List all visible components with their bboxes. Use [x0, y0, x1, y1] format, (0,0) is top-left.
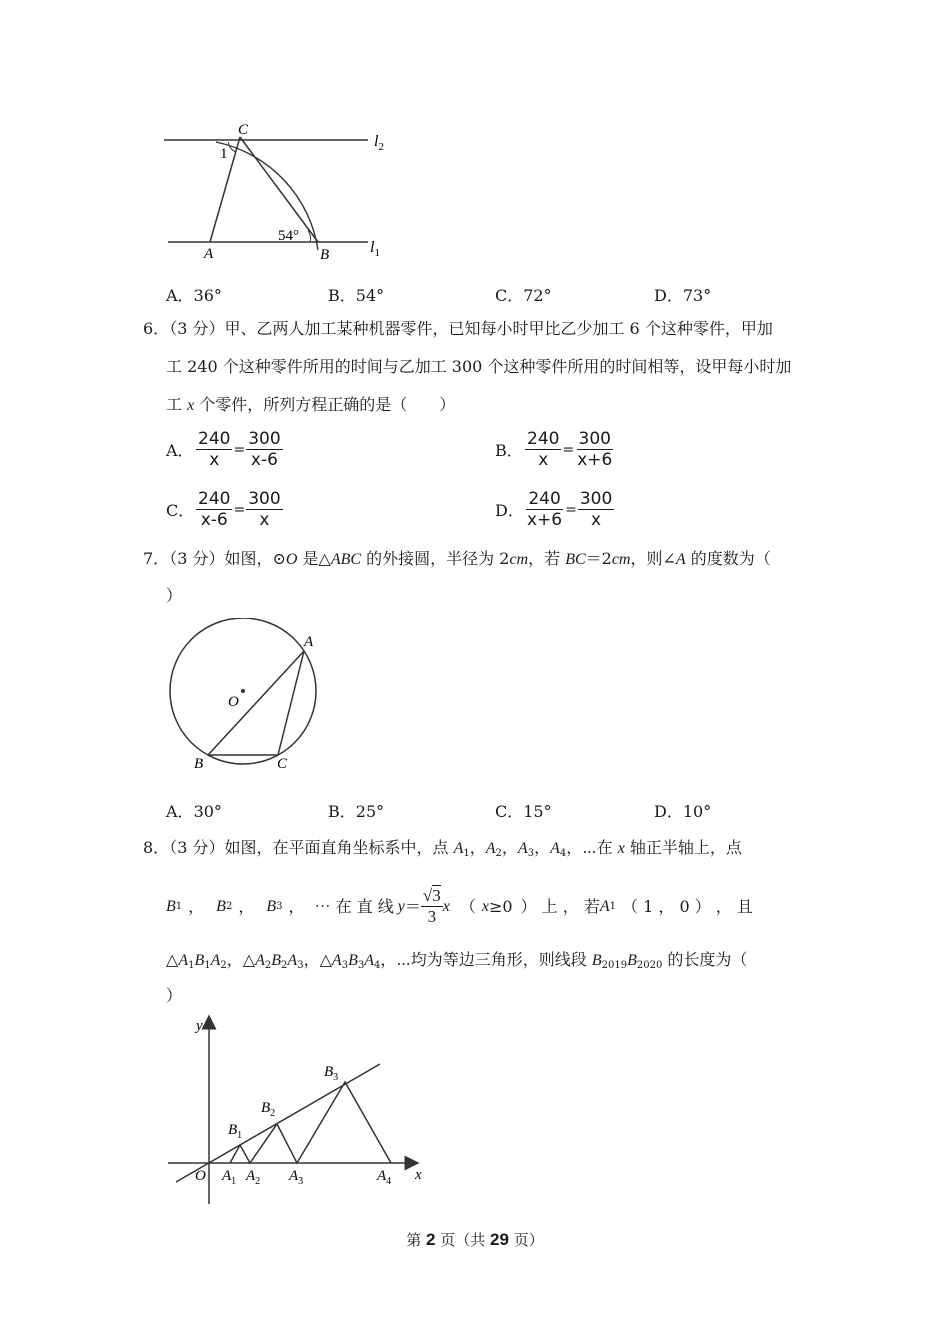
label-l1: $l_1$ — [370, 239, 380, 259]
q6-number: 6． — [143, 319, 170, 338]
label-A2: $A_2$ — [246, 1168, 261, 1187]
q8-figure — [160, 1012, 440, 1207]
segment-CA — [278, 651, 304, 755]
q6-option-b[interactable]: B． $\frac{240}{x}$ = $\frac{300}{x+6}$ — [495, 429, 613, 470]
q5-option-a[interactable]: A．36° — [166, 286, 222, 305]
q5-figure — [150, 118, 400, 268]
label-A1: $A_1$ — [222, 1168, 237, 1187]
label-y: y — [196, 1018, 203, 1034]
page-footer: 第 2 页（共 29 页） — [406, 1230, 544, 1249]
current-page: 2 — [426, 1230, 436, 1249]
q5-option-b[interactable]: B．54° — [328, 286, 385, 305]
q5-option-d[interactable]: D．73° — [654, 286, 712, 305]
q6-line-3: 工 x 个零件，所列方程正确的是（ ） — [166, 395, 456, 414]
q6-line-2: 工 240 个这种零件所用的时间与乙加工 300 个这种零件所用的时间相等，设甲每小时加 — [166, 357, 792, 376]
label-B: B — [320, 247, 330, 263]
q6-score: （3 分） — [169, 319, 225, 338]
label-A: A — [204, 246, 214, 262]
segment-BA — [208, 651, 304, 755]
q6-line-1: 6．（3 分）甲、乙两人加工某种机器零件，已知每小时甲比乙少加工 6 个这种零件，甲加 — [143, 319, 773, 338]
label-B3: $B_3$ — [324, 1064, 339, 1083]
q8-line-1: 8．（3 分）如图，在平面直角坐标系中，点 $A_1$，$A_2$，$A_3$，$A_4$，⋯在 x 轴正半轴上，点 — [143, 838, 742, 859]
q7-option-a[interactable]: A．30° — [166, 802, 222, 821]
center-dot — [241, 689, 245, 693]
label-C: C — [277, 756, 288, 772]
q7-line-2: ） — [166, 586, 183, 605]
label-A3: $A_3$ — [289, 1168, 304, 1187]
q7-line-1: 7．（3 分）如图，⊙O 是△ABC 的外接圆，半径为 2cm，若 BC＝2cm，则∠A 的度数为（ — [143, 549, 771, 568]
label-B: B — [194, 756, 204, 772]
sqrt-symbol: √ — [422, 886, 433, 905]
total-pages: 29 — [490, 1230, 509, 1249]
q8-line-2: B 1 ， B 2 ， B 3 ， ⋯ 在 直 线 y ＝ $\frac{√3}{3}$ x （ x ≥0 ） 上 ， 若 A 1 （ 1 ， 0 ） ， 且 — [166, 886, 753, 926]
label-C: C — [238, 122, 249, 138]
label-A: A — [304, 634, 314, 650]
equilateral-triangles-zigzag — [230, 1082, 391, 1163]
segment-CB — [240, 137, 318, 242]
q7-option-c[interactable]: C．15° — [495, 802, 552, 821]
q7-option-b[interactable]: B．25° — [328, 802, 385, 821]
label-A4: $A_4$ — [377, 1168, 392, 1187]
label-54-degree: 54° — [278, 228, 299, 244]
label-x: x — [415, 1167, 422, 1183]
q7-option-d[interactable]: D．10° — [654, 802, 712, 821]
label-B2: $B_2$ — [261, 1100, 276, 1119]
label-l2: $l_2$ — [374, 133, 384, 153]
q5-option-c[interactable]: C．72° — [495, 286, 552, 305]
q6-option-a[interactable]: A． $\frac{240}{x}$ = $\frac{300}{x-6}$ — [166, 429, 281, 470]
q7-figure — [160, 618, 330, 778]
q6-option-c[interactable]: C． $\frac{240}{x-6}$ = $\frac{300}{x}$ — [166, 489, 281, 530]
line-y-eq-sqrt3-over-3-x — [176, 1064, 380, 1182]
q8-line-3: $\triangle A_1B_1A_2$，$\triangle A_2B_2A_3$，$\triangle A_3B_3A_4$，⋯均为等边三角形，则线段 $B_{2019}B_{2020}$ 的长度为（ — [166, 950, 748, 971]
q8-line-4: ） — [166, 986, 183, 1005]
label-O: O — [228, 694, 239, 710]
label-B1: $B_1$ — [228, 1122, 243, 1141]
q6-option-d[interactable]: D． $\frac{240}{x+6}$ = $\frac{300}{x}$ — [495, 489, 613, 530]
label-1: 1 — [220, 146, 228, 162]
label-O: O — [195, 1168, 206, 1184]
arc-centered-b — [216, 142, 318, 250]
